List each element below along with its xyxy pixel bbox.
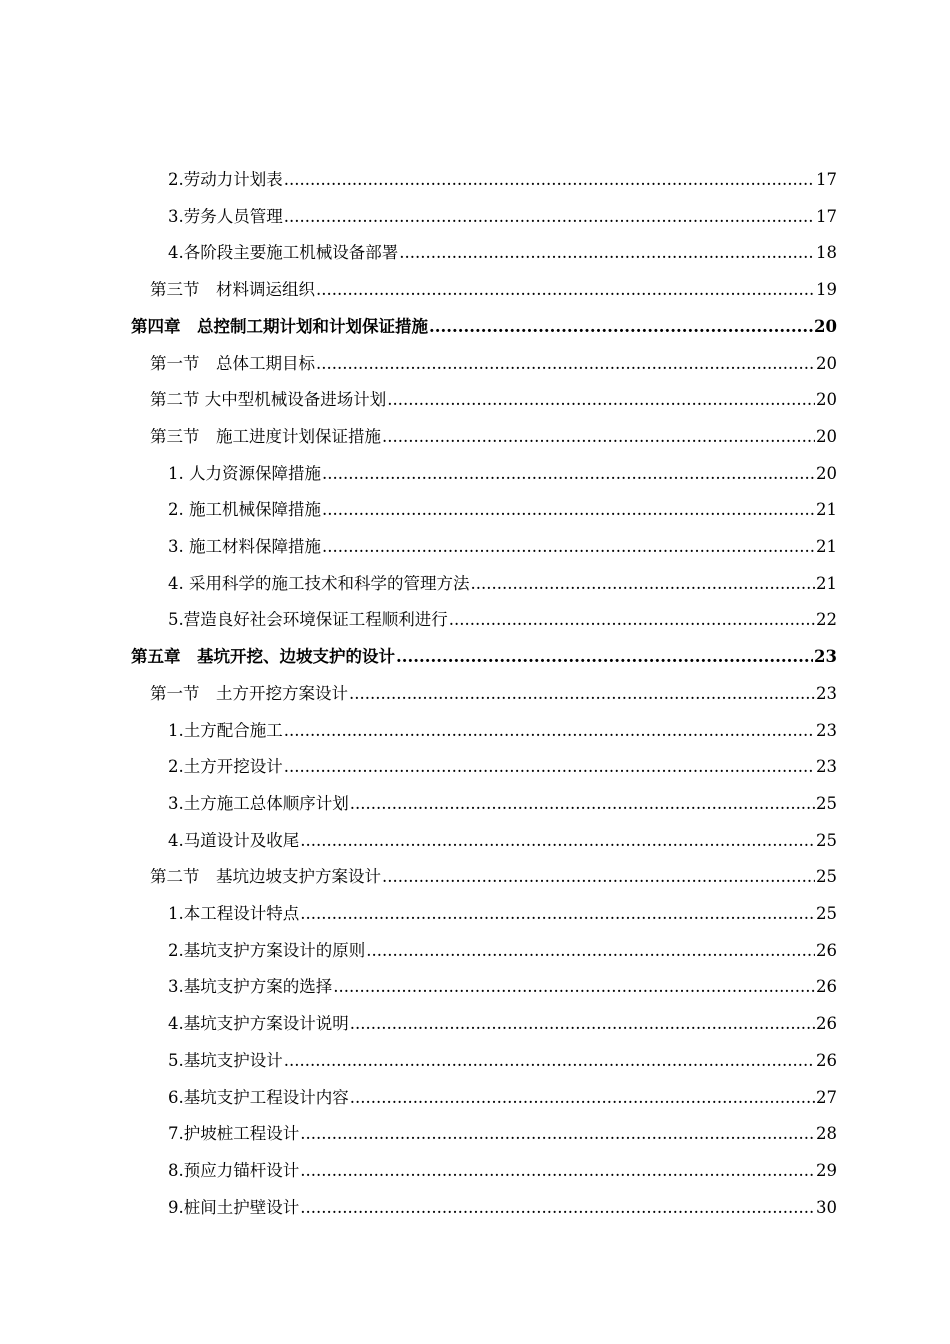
- toc-entry-title: 第一节 土方开挖方案设计: [150, 683, 348, 703]
- toc-entry-title: 3.土方施工总体顺序计划: [168, 793, 349, 813]
- toc-item-entry[interactable]: [168, 235, 837, 263]
- toc-page-number: 20: [814, 316, 837, 336]
- dot-leader: [316, 354, 815, 374]
- toc-entry-title: 第三节 施工进度计划保证措施: [150, 426, 381, 446]
- toc-page-number: 20: [816, 463, 837, 483]
- toc-section-entry[interactable]: [150, 346, 837, 374]
- toc-page-number: 17: [816, 206, 837, 226]
- toc-item-entry[interactable]: [168, 492, 837, 520]
- dot-leader: [284, 721, 815, 741]
- dot-leader: [471, 574, 816, 594]
- toc-page-number: 27: [816, 1087, 837, 1107]
- toc-page-number: 26: [816, 977, 837, 997]
- toc-entry-title: 4.各阶段主要施工机械设备部署: [168, 243, 399, 263]
- dot-leader: [284, 757, 815, 777]
- toc-item-entry[interactable]: [168, 823, 837, 851]
- dot-leader: [429, 317, 813, 337]
- dot-leader: [350, 1088, 815, 1108]
- toc-entry-title: 2.基坑支护方案设计的原则: [168, 940, 366, 960]
- dot-leader: [333, 977, 815, 997]
- dot-leader: [300, 831, 815, 851]
- toc-entry-title: 1. 人力资源保障措施: [168, 463, 321, 483]
- toc-page-number: 28: [816, 1124, 837, 1144]
- toc-entry-title: 2.土方开挖设计: [168, 757, 283, 777]
- toc-item-entry[interactable]: [168, 1190, 837, 1218]
- toc-section-entry[interactable]: [150, 272, 837, 300]
- dot-leader: [366, 941, 815, 961]
- toc-entry-title: 5.营造良好社会环境保证工程顺利进行: [168, 610, 448, 630]
- toc-page-number: 25: [816, 830, 837, 850]
- toc-section-entry[interactable]: [150, 382, 837, 410]
- toc-page-number: 23: [814, 647, 837, 667]
- toc-entry-title: 第三节 材料调运组织: [150, 280, 315, 300]
- toc-item-entry[interactable]: [168, 199, 837, 227]
- toc-item-entry[interactable]: [168, 529, 837, 557]
- dot-leader: [300, 1161, 815, 1181]
- dot-leader: [284, 1051, 815, 1071]
- toc-entry-title: 6.基坑支护工程设计内容: [168, 1087, 349, 1107]
- toc-item-entry[interactable]: [168, 1116, 837, 1144]
- toc-entry-title: 3. 施工材料保障措施: [168, 537, 321, 556]
- toc-page-number: 25: [816, 793, 837, 813]
- dot-leader: [322, 464, 815, 484]
- toc-entry-title: 第二节 基坑边坡支护方案设计: [150, 867, 381, 887]
- toc-page-number: 26: [816, 1050, 837, 1070]
- dot-leader: [350, 794, 815, 814]
- dot-leader: [300, 1124, 815, 1144]
- toc-item-entry[interactable]: [168, 456, 837, 484]
- toc-entry-title: 3.基坑支护方案的选择: [168, 977, 333, 997]
- toc-item-entry[interactable]: [168, 786, 837, 814]
- toc-entry-title: 9.桩间土护壁设计: [168, 1197, 300, 1217]
- toc-chapter-entry[interactable]: [131, 639, 837, 667]
- dot-leader: [316, 280, 815, 300]
- toc-entry-title: 4.马道设计及收尾: [168, 830, 300, 850]
- toc-entry-title: 2.劳动力计划表: [168, 170, 283, 189]
- toc-page-number: 20: [816, 353, 837, 373]
- toc-entry-title: 3.劳务人员管理: [168, 206, 283, 226]
- dot-leader: [396, 647, 813, 667]
- toc-item-entry[interactable]: [168, 1043, 837, 1071]
- dot-leader: [322, 500, 815, 520]
- toc-entry-title: 4.基坑支护方案设计说明: [168, 1014, 349, 1034]
- dot-leader: [350, 1014, 815, 1034]
- toc-page-number: 25: [816, 867, 837, 887]
- toc-entry-title: 2. 施工机械保障措施: [168, 500, 321, 520]
- toc-page-number: 23: [816, 757, 837, 777]
- toc-page-number: 19: [816, 280, 837, 300]
- toc-page-number: 23: [816, 683, 837, 703]
- toc-item-entry[interactable]: [168, 969, 837, 997]
- toc-item-entry[interactable]: [168, 162, 837, 190]
- dot-leader: [322, 537, 815, 557]
- toc-item-entry[interactable]: [168, 1080, 837, 1108]
- toc-item-entry[interactable]: [168, 566, 837, 594]
- toc-item-entry[interactable]: [168, 896, 837, 924]
- toc-item-entry[interactable]: [168, 1006, 837, 1034]
- toc-page-number: 26: [816, 1014, 837, 1034]
- toc-page-number: 20: [816, 426, 837, 446]
- toc-page-number: 21: [816, 537, 837, 556]
- dot-leader: [449, 610, 815, 630]
- toc-page-number: 21: [816, 500, 837, 520]
- toc-page-number: 30: [816, 1197, 837, 1217]
- toc-page-number: 20: [816, 390, 837, 410]
- toc-page-number: 29: [816, 1160, 837, 1180]
- toc-entry-title: 1.土方配合施工: [168, 720, 283, 740]
- toc-page-number: 21: [816, 573, 837, 593]
- toc-item-entry[interactable]: [168, 602, 837, 630]
- toc-section-entry[interactable]: [150, 859, 837, 887]
- toc-page-number: 23: [816, 720, 837, 740]
- dot-leader: [382, 427, 815, 447]
- toc-chapter-entry[interactable]: [131, 309, 837, 337]
- toc-entry-title: 7.护坡桩工程设计: [168, 1124, 300, 1144]
- toc-entry-title: 第四章 总控制工期计划和计划保证措施: [131, 316, 428, 336]
- toc-item-entry[interactable]: [168, 713, 837, 741]
- dot-leader: [284, 207, 815, 227]
- toc-item-entry[interactable]: [168, 749, 837, 777]
- dot-leader: [349, 684, 815, 704]
- toc-section-entry[interactable]: [150, 676, 837, 704]
- toc-section-entry[interactable]: [150, 419, 837, 447]
- dot-leader: [300, 1198, 815, 1218]
- toc-item-entry[interactable]: [168, 933, 837, 961]
- dot-leader: [399, 243, 815, 263]
- toc-entry-title: 5.基坑支护设计: [168, 1050, 283, 1070]
- toc-entry-title: 第一节 总体工期目标: [150, 353, 315, 373]
- toc-entry-title: 8.预应力锚杆设计: [168, 1160, 300, 1180]
- toc-page-number: 17: [816, 170, 837, 189]
- toc-item-entry[interactable]: [168, 1153, 837, 1181]
- toc-page-number: 18: [816, 243, 837, 263]
- toc-entry-title: 1.本工程设计特点: [168, 904, 300, 923]
- toc-entry-title: 第五章 基坑开挖、边坡支护的设计: [131, 647, 395, 667]
- toc-page-number: 26: [816, 940, 837, 960]
- toc-page-number: 25: [816, 904, 837, 923]
- toc-entry-title: 4. 采用科学的施工技术和科学的管理方法: [168, 573, 470, 593]
- dot-leader: [284, 170, 815, 190]
- dot-leader: [387, 390, 815, 410]
- dot-leader: [300, 904, 815, 924]
- toc-page-number: 22: [816, 610, 837, 630]
- dot-leader: [382, 867, 815, 887]
- toc-entry-title: 第二节 大中型机械设备进场计划: [150, 390, 387, 410]
